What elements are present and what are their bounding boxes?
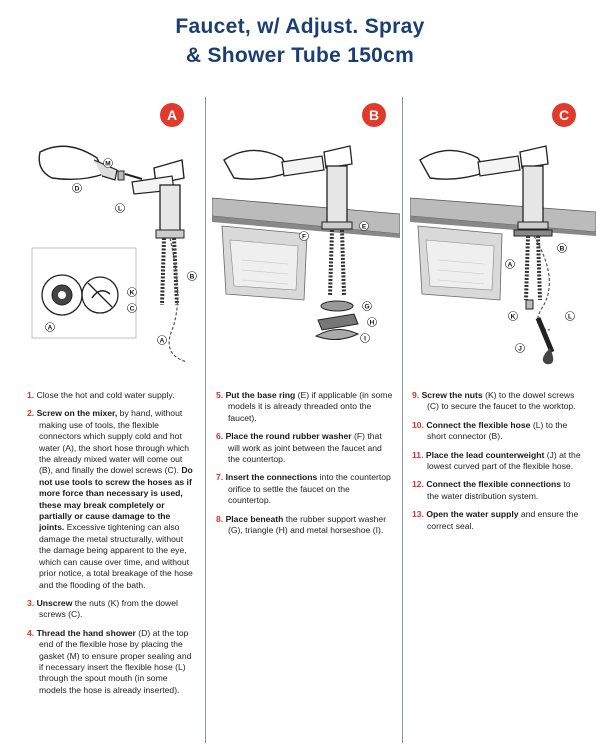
step-2: 2. Screw on the mixer, by hand, without making use of tools, the flexible connectors which supply cold and hot water (A), the short hose through which the already mixed water will come out (B), and finally the dowel screws (C). Do not use tools to screw the hoses as if more force than necessary is used, these may break completely or partially or cause damage to the joints. Excessive tightening can also damage the metal structurally, without the damage being apparent to the eye, which can cause over time, and without prior notice, a total breakage of the hose and the flooding of the bath. — [27, 408, 193, 590]
step-badge-b: B — [362, 103, 386, 127]
title-line-1: Faucet, w/ Adjust. Spray — [175, 15, 425, 38]
label-a: A — [159, 337, 165, 345]
step-3: 3. Unscrew the nuts (K) from the dowel screws (C). — [27, 597, 178, 620]
page-title — [0, 12, 600, 70]
label-i: I — [364, 335, 366, 343]
step-6: 6. Place the round rubber washer (F) that will work as joint between the faucet and the countertop. — [216, 431, 382, 465]
label-c: C — [129, 305, 135, 313]
illustration-b — [212, 130, 400, 365]
illustration-a — [22, 130, 202, 365]
label-b: B — [559, 245, 565, 253]
step-7: 7. Insert the connections into the countertop orifice to settle the faucet on the countertop. — [216, 472, 391, 506]
label-b: B — [189, 273, 195, 281]
column-divider — [205, 97, 206, 743]
label-k: K — [129, 289, 135, 297]
label-f: F — [302, 233, 306, 241]
label-h: H — [369, 319, 375, 327]
step-5: 5. Put the base ring (E) if applicable (in some models it is already threaded onto the faucet). — [216, 390, 393, 423]
step-8: 8. Place beneath the rubber support washer (G), triangle (H) and metal horseshoe (I). — [216, 513, 387, 536]
step-12: 12. Connect the flexible connections to the water distribution system. — [412, 479, 571, 501]
label-a: A — [507, 261, 513, 269]
steps-column-3 — [412, 390, 582, 539]
step-11: 11. Place the lead counterweight (J) at the lowest curved part of the flexible hose. — [412, 449, 581, 472]
label-l: L — [568, 313, 572, 321]
step-13: 13. Open the water supply and ensure the correct seal. — [412, 509, 579, 531]
label-l: L — [118, 205, 122, 213]
label-e: E — [361, 223, 367, 231]
step-badge-c: C — [552, 103, 576, 127]
steps-column-1 — [27, 390, 197, 703]
label-d: D — [74, 185, 80, 193]
step-9: 9. Screw the nuts (K) to the dowel screws (C) to secure the faucet to the worktop. — [412, 390, 576, 412]
step-10: 10. Connect the flexible hose (L) to the short connector (B). — [412, 419, 568, 442]
label-a-detail: A — [47, 324, 53, 332]
illustration-c — [410, 130, 596, 365]
step-1: 1. Close the hot and cold water supply. — [27, 390, 175, 400]
label-j: J — [518, 345, 522, 353]
column-divider — [402, 97, 403, 743]
title-line-2: & Shower Tube 150cm — [185, 44, 415, 67]
label-g: G — [364, 303, 370, 311]
label-k: K — [510, 313, 516, 321]
label-m: M — [105, 160, 111, 168]
steps-column-2 — [216, 390, 394, 543]
step-4: 4. Thread the hand shower (D) at the top end of the flexible hose by placing the gasket (M) to ensure proper sealing and if necessary insert the flexible hose (L) through the spout mouth (in some models the hose is already inserted). — [27, 627, 192, 695]
step-badge-a: A — [160, 103, 184, 127]
